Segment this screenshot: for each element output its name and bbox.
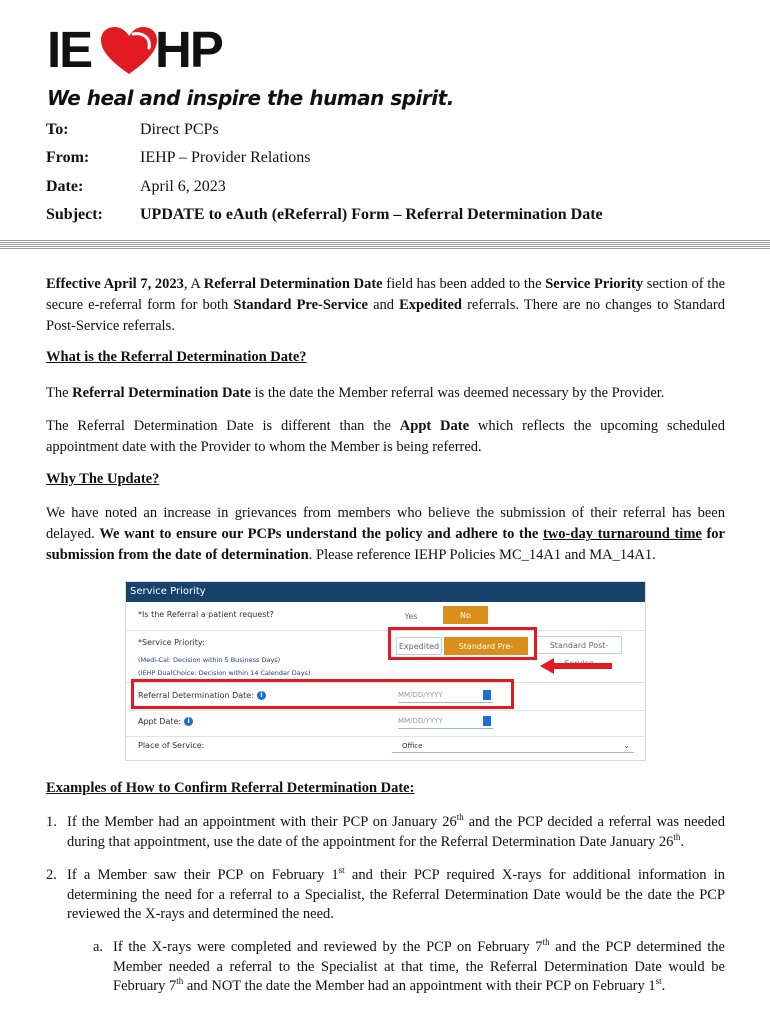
what-paragraph-2 [46, 416, 725, 458]
why-heading: Why The Update? [46, 471, 160, 487]
yes-button[interactable]: Yes [390, 608, 432, 626]
text-bold: Service Priority [545, 276, 644, 292]
text-run: , A [183, 276, 204, 292]
chevron-down-icon: ⌄ [623, 741, 630, 750]
example-text [113, 938, 725, 997]
service-priority-label: *Service Priority: [138, 638, 205, 647]
place-of-service-value: Office [402, 742, 423, 750]
dualchoice-note: (IEHP DualChoice: Decision within 14 Calendar Days) [138, 669, 311, 677]
why-paragraph [46, 503, 725, 566]
referral-date-placeholder: MM/DD/YYYY [398, 691, 443, 699]
date-value: April 6, 2023 [140, 178, 226, 195]
date-label: Date: [46, 178, 84, 195]
heart-icon [99, 26, 159, 76]
example-text [67, 866, 725, 925]
text-run: If the Member had an appointment with their PCP on January 26 [67, 814, 457, 830]
text-run: and [367, 297, 400, 313]
medi-cal-note: (Medi-Cal: Decision within 5 Business Days) [138, 656, 281, 664]
text-run: and NOT the date the Member had an appointment with their PCP on February 1 [183, 978, 656, 994]
ordinal-suffix: th [176, 976, 184, 987]
logo-text-hp: HP [155, 21, 222, 78]
no-button[interactable]: No [443, 606, 488, 624]
list-number: 2. [46, 867, 57, 883]
text-run: We have noted an increase in grievances from members who believe the submission of their referral has been delayed. [46, 505, 725, 542]
info-icon[interactable]: i [184, 717, 193, 726]
text-bold: Expedited [399, 297, 462, 313]
text-run: . [680, 833, 685, 850]
highlight-referral-date [131, 679, 514, 709]
list-letter: a. [93, 939, 104, 955]
calendar-icon[interactable] [483, 716, 491, 726]
text-run: The [46, 385, 73, 401]
example-text [67, 813, 725, 852]
highlight-service-priority [388, 627, 537, 660]
ordinal-suffix: th [456, 812, 464, 823]
turnaround-emphasis: two-day turnaround time [543, 526, 702, 542]
text-run: section of the secure e-referral form for both [46, 276, 726, 313]
iehp-logo [47, 21, 222, 78]
place-of-service-row [126, 736, 645, 759]
text-run: which reflects the upcoming scheduled appointment date with the Provider to whom the Member is being referred. [46, 418, 725, 455]
to-label: To: [46, 121, 69, 138]
list-number: 1. [46, 814, 57, 830]
text-run: The Referral Determination Date is different than the [46, 418, 400, 434]
effective-date: Effective April 7, 2023 [46, 276, 184, 292]
text-run: If a Member saw their PCP on February 1 [67, 867, 339, 883]
from-label: From: [46, 149, 90, 166]
what-paragraph-1 [46, 383, 725, 404]
examples-heading: Examples of How to Confirm Referral Determination Date: [46, 780, 415, 796]
to-value: Direct PCPs [140, 121, 219, 138]
arrow-left-icon [540, 658, 612, 674]
from-value: IEHP – Provider Relations [140, 149, 311, 166]
text-run: is the date the Member referral was deemed necessary by the Provider. [250, 385, 665, 401]
text-run: field has been added to the [382, 276, 546, 292]
header-divider [0, 240, 770, 249]
expedited-button[interactable]: Expedited [396, 637, 442, 655]
intro-paragraph [46, 274, 725, 337]
info-icon[interactable]: i [257, 691, 266, 700]
appt-date-label-text: Appt Date: [138, 717, 182, 726]
ordinal-suffix: th [673, 831, 681, 842]
form-title: Service Priority [126, 582, 645, 602]
text-run: and the PCP determined the Member needed a referral to the Specialist at that time, the Referral Determination Date would be February 7 [113, 939, 725, 994]
standard-pre-service-button[interactable]: Standard Pre-Service [444, 637, 528, 655]
place-of-service-label: Place of Service: [138, 741, 205, 750]
place-of-service-select[interactable] [392, 739, 634, 753]
ordinal-suffix: th [542, 937, 550, 948]
text-run: If the X-rays were completed and reviewed by the PCP on February 7 [113, 939, 543, 955]
appt-date-input[interactable] [398, 714, 493, 729]
text-bold: Appt Date [399, 418, 470, 434]
text-run: and their PCP required X-rays for additional information in determining the need for a referral to a Specialist, the Referral Determination Date would be the date the PCP reviewed the X-rays and determined the need. [67, 867, 725, 922]
standard-post-service-button[interactable]: Standard Post- [536, 636, 622, 654]
text-bold: Standard Pre-Service [233, 297, 368, 313]
text-run: and the PCP decided a referral was needed during that appointment, use the date of the appointment for the Referral Determination Date January 26 [67, 814, 725, 850]
ordinal-suffix: st [655, 976, 662, 987]
text-bold: We want to ensure our PCPs understand the policy and adhere to the [99, 526, 543, 542]
logo-text-ie: IE [47, 21, 92, 78]
appt-date-placeholder: MM/DD/YYYY [398, 717, 443, 725]
subject-label: Subject: [46, 206, 103, 223]
text-bold: Referral Determination Date [203, 276, 383, 292]
text-run: referrals. There are no changes to Standard Post-Service referrals. [46, 297, 726, 334]
ordinal-suffix: st [338, 865, 345, 876]
patient-request-label: *Is the Referral a patient request? [138, 610, 274, 619]
what-heading: What is the Referral Determination Date? [46, 349, 307, 365]
text-bold: for submission from the date of determination [46, 526, 725, 563]
service-priority-row [126, 630, 645, 683]
text-bold: Referral Determination Date [72, 385, 251, 401]
tagline: We heal and inspire the human spirit. [47, 86, 454, 110]
appt-date-label [138, 717, 193, 726]
patient-request-row [126, 602, 645, 631]
text-run: . [661, 978, 666, 994]
appt-date-row [126, 710, 645, 737]
text-run: . Please reference IEHP Policies MC_14A1 and MA_14A1. [308, 547, 656, 563]
referral-date-label-text: Referral Determination Date: [138, 691, 254, 700]
subject-value: UPDATE to eAuth (eReferral) Form – Referral Determination Date [140, 206, 603, 223]
